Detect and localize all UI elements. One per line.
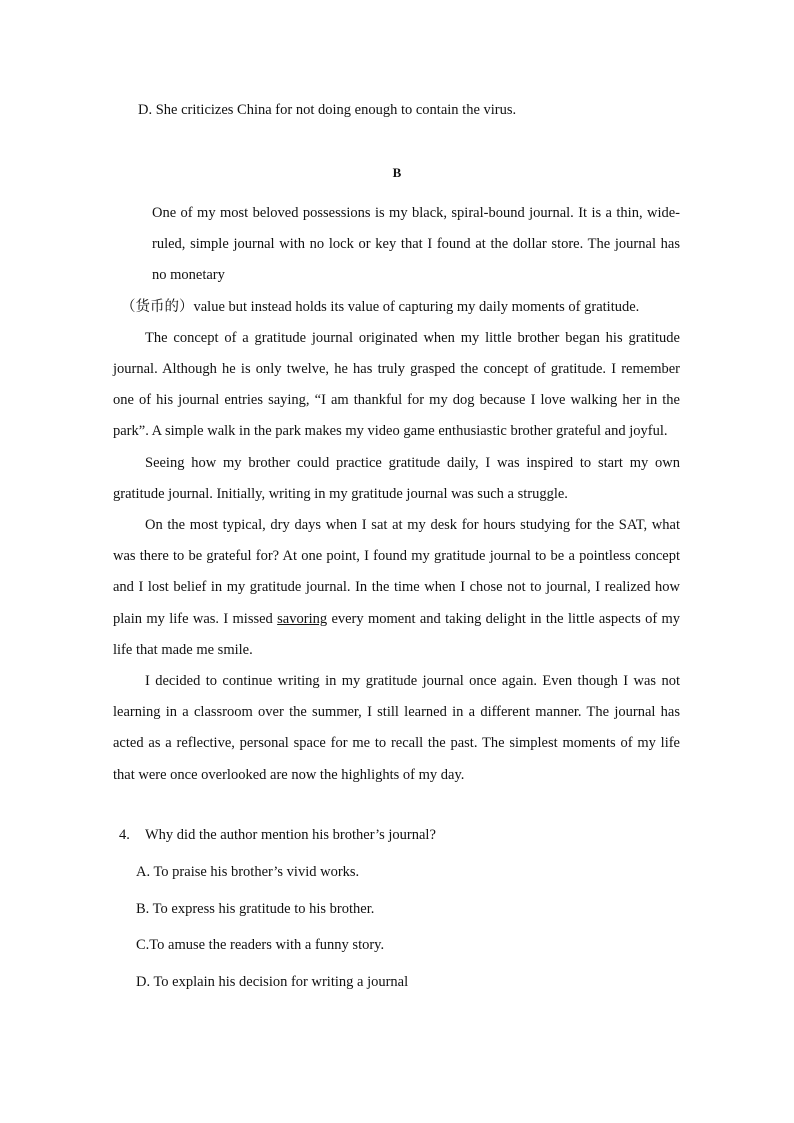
paragraph-5: I decided to continue writing in my gratitude journal once again. Even though I was not learning in a classroom over the summer, I still learned in a different manner. The journal has acted as a reflective, personal space for me to recall the past. The simplest moments of my life that were once overlooked are now the highlights of my day. [113,673,680,783]
option-d: D. To explain his decision for writing a journal [136,974,409,990]
paragraph-1-text: One of my most beloved possessions is my black, spiral-bound journal. It is a thin, wide-ruled, simple journal with no lock or key that I found at the dollar store. The journal has no monetary [152,205,680,284]
option-a: A. To praise his brother’s vivid works. [136,864,360,880]
previous-question-option-d: D. She criticizes China for not doing enough to contain the virus. [138,102,517,118]
section-title: B [392,165,402,180]
paragraph-4-text-end: every moment and taking delight in the little aspects of my life that made me smile. [113,610,681,658]
paragraph-4 [113,510,680,666]
paragraph-2: The concept of a gratitude journal originated when my little brother began his gratitude journal. Although he is only twelve, he has truly grasped the concept of gratitude. I remember one of his journal entries saying, “I am thankful for my dog because I love walking her in the park”. A simple walk in the park makes my video game enthusiastic brother grateful and joyful. [113,329,680,440]
paragraph-1-text-end: value but instead holds its value of capturing my daily moments of gratitude. [193,298,640,315]
question-number: 4. [119,827,130,843]
option-c: C.To amuse the readers with a funny story. [136,937,385,953]
paragraph-1 [113,198,680,323]
paragraph-4-text: On the most typical, dry days when I sat at my desk for hours studying for the SAT, what was there to be grateful for? At one point, I found my gratitude journal to be a pointless concept and I lost belief in my gratitude journal. In the time when I chose not to journal, I realized how plain my life was. I missed [113,517,680,627]
paragraph-3: Seeing how my brother could practice gratitude daily, I was inspired to start my own gratitude journal. Initially, writing in my gratitude journal was such a struggle. [113,454,680,502]
question-stem: Why did the author mention his brother’s journal? [145,827,436,843]
reading-passage [113,198,680,791]
paragraph-1-gloss: （货币的） [121,298,194,315]
question-4 [119,827,436,844]
underlined-word: savoring [277,610,328,627]
option-b: B. To express his gratitude to his brother. [136,901,375,917]
